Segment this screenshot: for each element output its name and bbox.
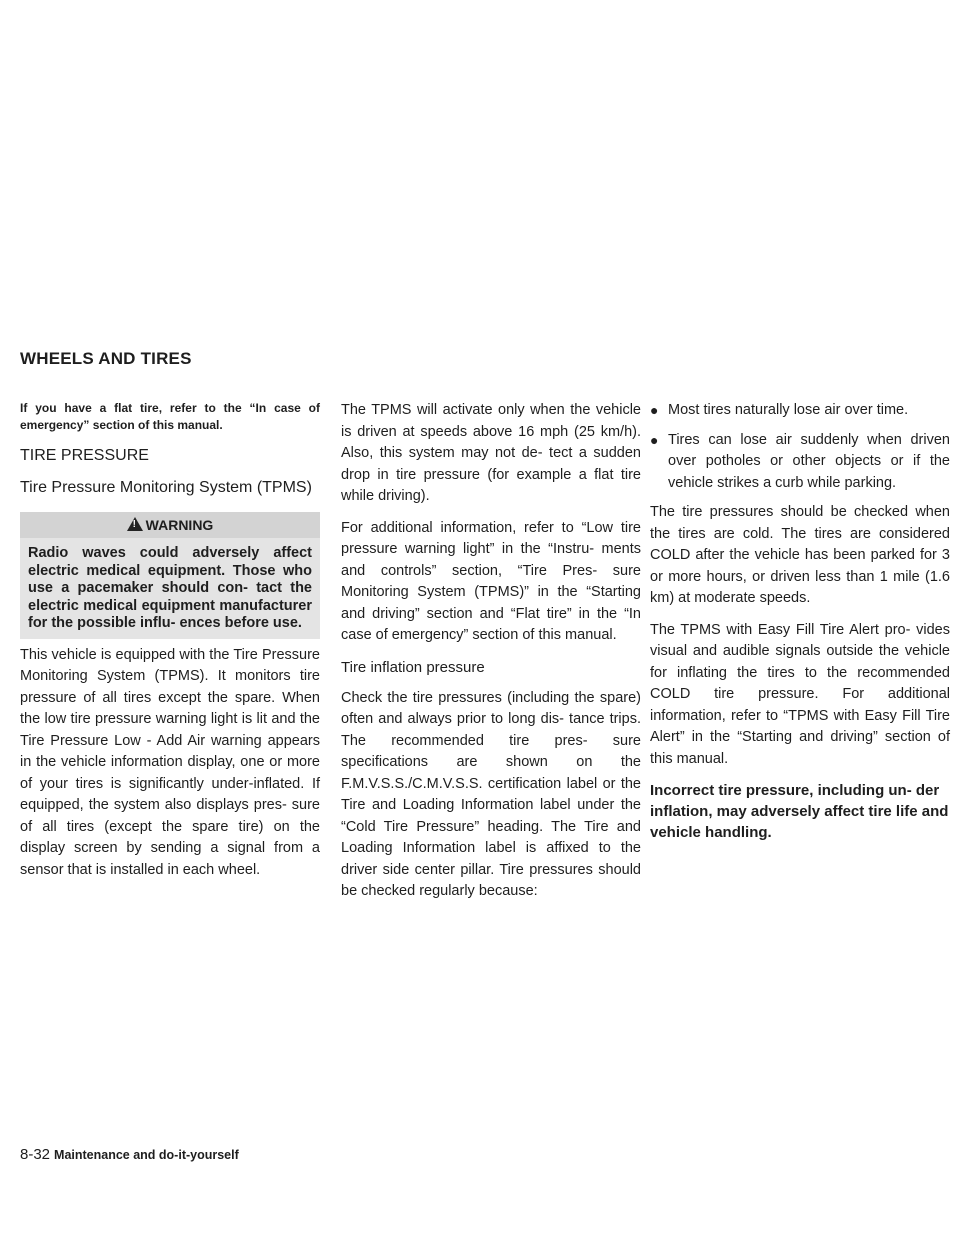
warning-text: Radio waves could adversely affect electric medical equipment. Those who use a pacemaker should con- tact the electric medical equipment manufacturer for the possible influ- ences before use. [28,545,312,631]
easy-fill-paragraph: The TPMS with Easy Fill Tire Alert pro- vides visual and audible signals outside the vehicle for inflating the tires to the recommended COLD tire pressure. For additional information, refer to “TPMS with Easy Fill Tire Alert” in the “Starting and driving” section of this manual. [650,621,950,767]
warning-triangle-icon [127,517,143,531]
incorrect-pressure-note: Incorrect tire pressure, including un- der inflation, may adversely affect tire life and vehicle handling. [650,782,949,841]
column-1 [20,400,320,891]
warning-title-bar [20,512,320,538]
bullet-icon: ● [650,402,659,418]
column-2 [341,400,641,913]
bullet-icon: ● [650,431,659,448]
bullet-text: Tires can lose air suddenly when driven over potholes or other objects or if the vehicle strikes a curb while parking. [668,431,950,491]
page-footer [20,1146,239,1163]
inflation-paragraph: Check the tire pressures (including the spare) often and always prior to long dis- tance trips. The recommended tire pres- sure specifications are shown on the F.M.V.S.S./C.M.V.S.S. certification label or the Tire and Loading Information label under the “Cold Tire Pressure” heading. The Tire and Loading Information label is affixed to the driver side center pillar. Tire pressures should be checked regularly because: [341,689,641,899]
section-header: WHEELS AND TIRES [20,349,192,368]
list-item [650,400,950,422]
warning-title: WARNING [145,517,214,533]
warning-box [20,512,320,639]
tire-pressure-heading: TIRE PRESSURE [20,447,149,464]
footer-section-name: Maintenance and do-it-yourself [54,1148,239,1162]
bullet-text: Most tires naturally lose air over time. [668,402,909,418]
tire-inflation-heading: Tire inflation pressure [341,658,485,676]
tpms-activation-paragraph: The TPMS will activate only when the vehicle is driven at speeds above 16 mph (25 km/h). Also, this system may not de- tect a sudden drop in tire pressure (for example a flat tire while driving). [341,402,641,504]
page-number: 8-32 [20,1146,51,1163]
cold-tires-paragraph: The tire pressures should be checked when the tires are cold. The tires are considered COLD after the vehicle has been parked for 3 or more hours, or driven less than 1 mile (1.6 km) at moderate speeds. [650,504,950,606]
additional-info-paragraph: For additional information, refer to “Low tire pressure warning light” in the “Instru- ments and controls” section, “Tire Pres- sure Monitoring System (TPMS)” in the “Starting and driving” section and “Flat tire” in the “In case of emergency” section of this manual. [341,519,641,643]
column-3 [650,400,950,853]
intro-note: If you have a flat tire, refer to the “In case of emergency” section of this manual. [20,401,320,432]
tpms-description: This vehicle is equipped with the Tire Pressure Monitoring System (TPMS). It monitors tire pressure of all tires except the spare. When the low tire pressure warning light is lit and the Tire Pressure Low - Add Air warning appears in the vehicle information display, one or more of your tires is significantly under-inflated. If equipped, the system also displays pres- sure of all tires (except the spare tire) on the display screen by sending a signal from a sensor that is installed in each wheel. [20,646,320,878]
list-item [650,430,950,495]
tpms-subheading: Tire Pressure Monitoring System (TPMS) [20,479,312,496]
